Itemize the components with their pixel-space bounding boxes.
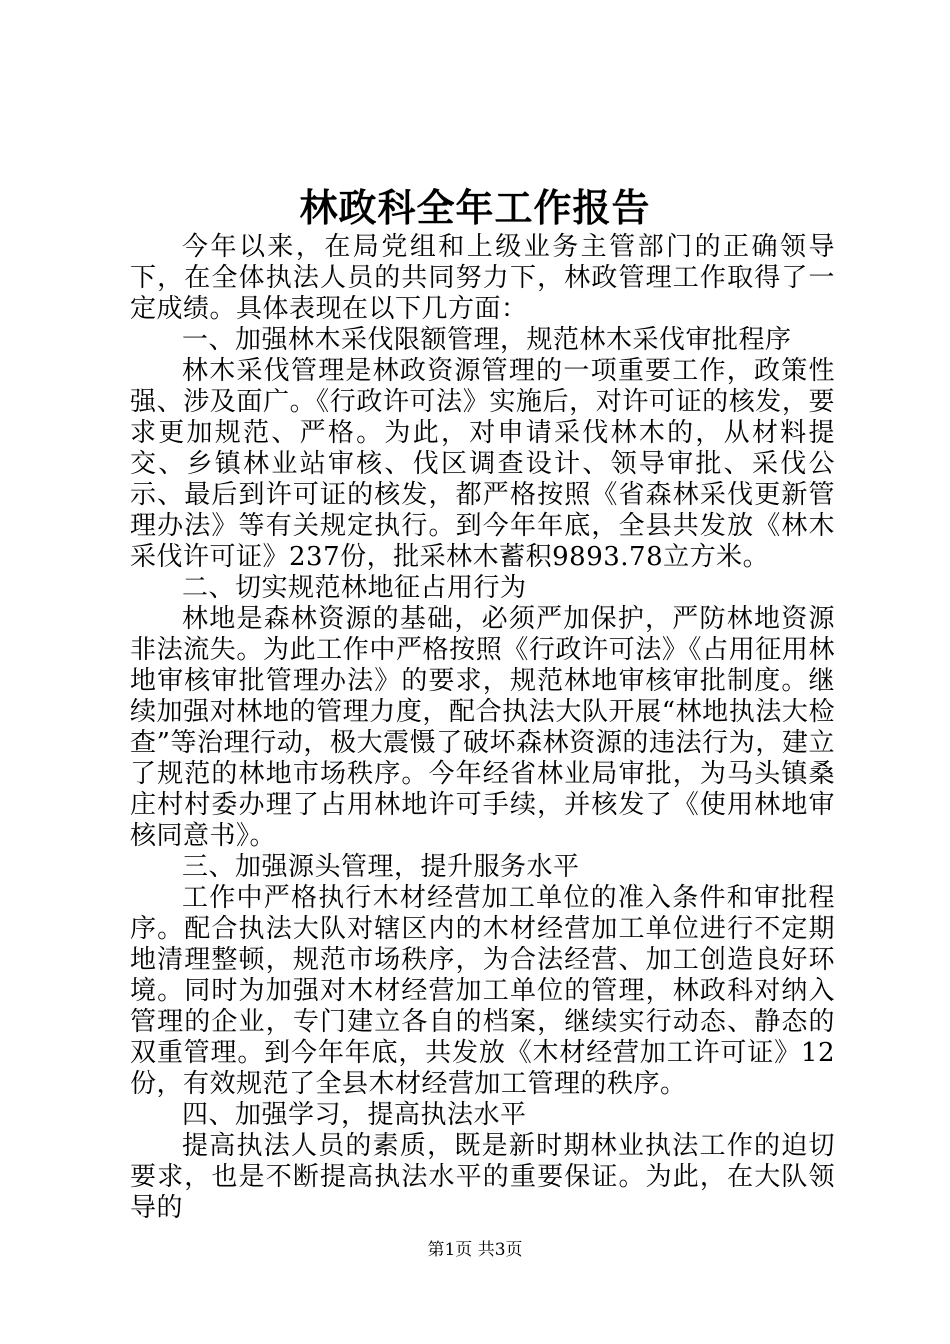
section-heading-4: 四、加强学习，提高执法水平: [182, 1100, 527, 1130]
document-body: [130, 232, 835, 1224]
document-title: 林政科全年工作报告: [299, 185, 651, 230]
section-heading-1: 一、加强林木采伐限额管理，规范林木采伐审批程序: [182, 325, 792, 355]
section-paragraph-1: 林木采伐管理是林政资源管理的一项重要工作，政策性强、涉及面广。《行政许可法》实施后，对许可证的核发，要求更加规范、严格。为此，对申请采伐林木的，从材料提交、乡镇林业站审核、伐区调查设计、领导审批、采伐公示、最后到许可证的核发，都严格按照《省森林采伐更新管理办法》等有关规定执行。到今年年底，全县共发放《林木采伐许可证》237份，批采林木蓄积9893.78立方米。: [130, 356, 835, 572]
section-heading-2: 二、切实规范林地征占用行为: [182, 573, 527, 603]
page-number-footer: 第1页 共3页: [427, 1240, 523, 1260]
section-paragraph-4: 提高执法人员的素质，既是新时期林业执法工作的迫切要求，也是不断提高执法水平的重要保证。为此，在大队领导的: [130, 1131, 835, 1223]
intro-paragraph: 今年以来，在局党组和上级业务主管部门的正确领导下，在全体执法人员的共同努力下，林政管理工作取得了一定成绩。具体表现在以下几方面：: [130, 232, 835, 324]
section-heading-3: 三、加强源头管理，提升服务水平: [182, 852, 580, 882]
section-paragraph-2: 林地是森林资源的基础，必须严加保护，严防林地资源非法流失。为此工作中严格按照《行政许可法》《占用征用林地审核审批管理办法》的要求，规范林地审核审批制度。继续加强对林地的管理力度，配合执法大队开展“林地执法大检查”等治理行动，极大震慑了破坏森林资源的违法行为，建立了规范的林地市场秩序。今年经省林业局审批，为马头镇桑庄村村委办理了占用林地许可手续，并核发了《使用林地审核同意书》。: [130, 604, 835, 851]
section-paragraph-3: 工作中严格执行木材经营加工单位的准入条件和审批程序。配合执法大队对辖区内的木材经营加工单位进行不定期地清理整顿，规范市场秩序，为合法经营、加工创造良好环境。同时为加强对木材经营加工单位的管理，林政科对纳入管理的企业，专门建立各自的档案，继续实行动态、静态的双重管理。到今年年底，共发放《木材经营加工许可证》12份，有效规范了全县木材经营加工管理的秩序。: [130, 883, 835, 1099]
